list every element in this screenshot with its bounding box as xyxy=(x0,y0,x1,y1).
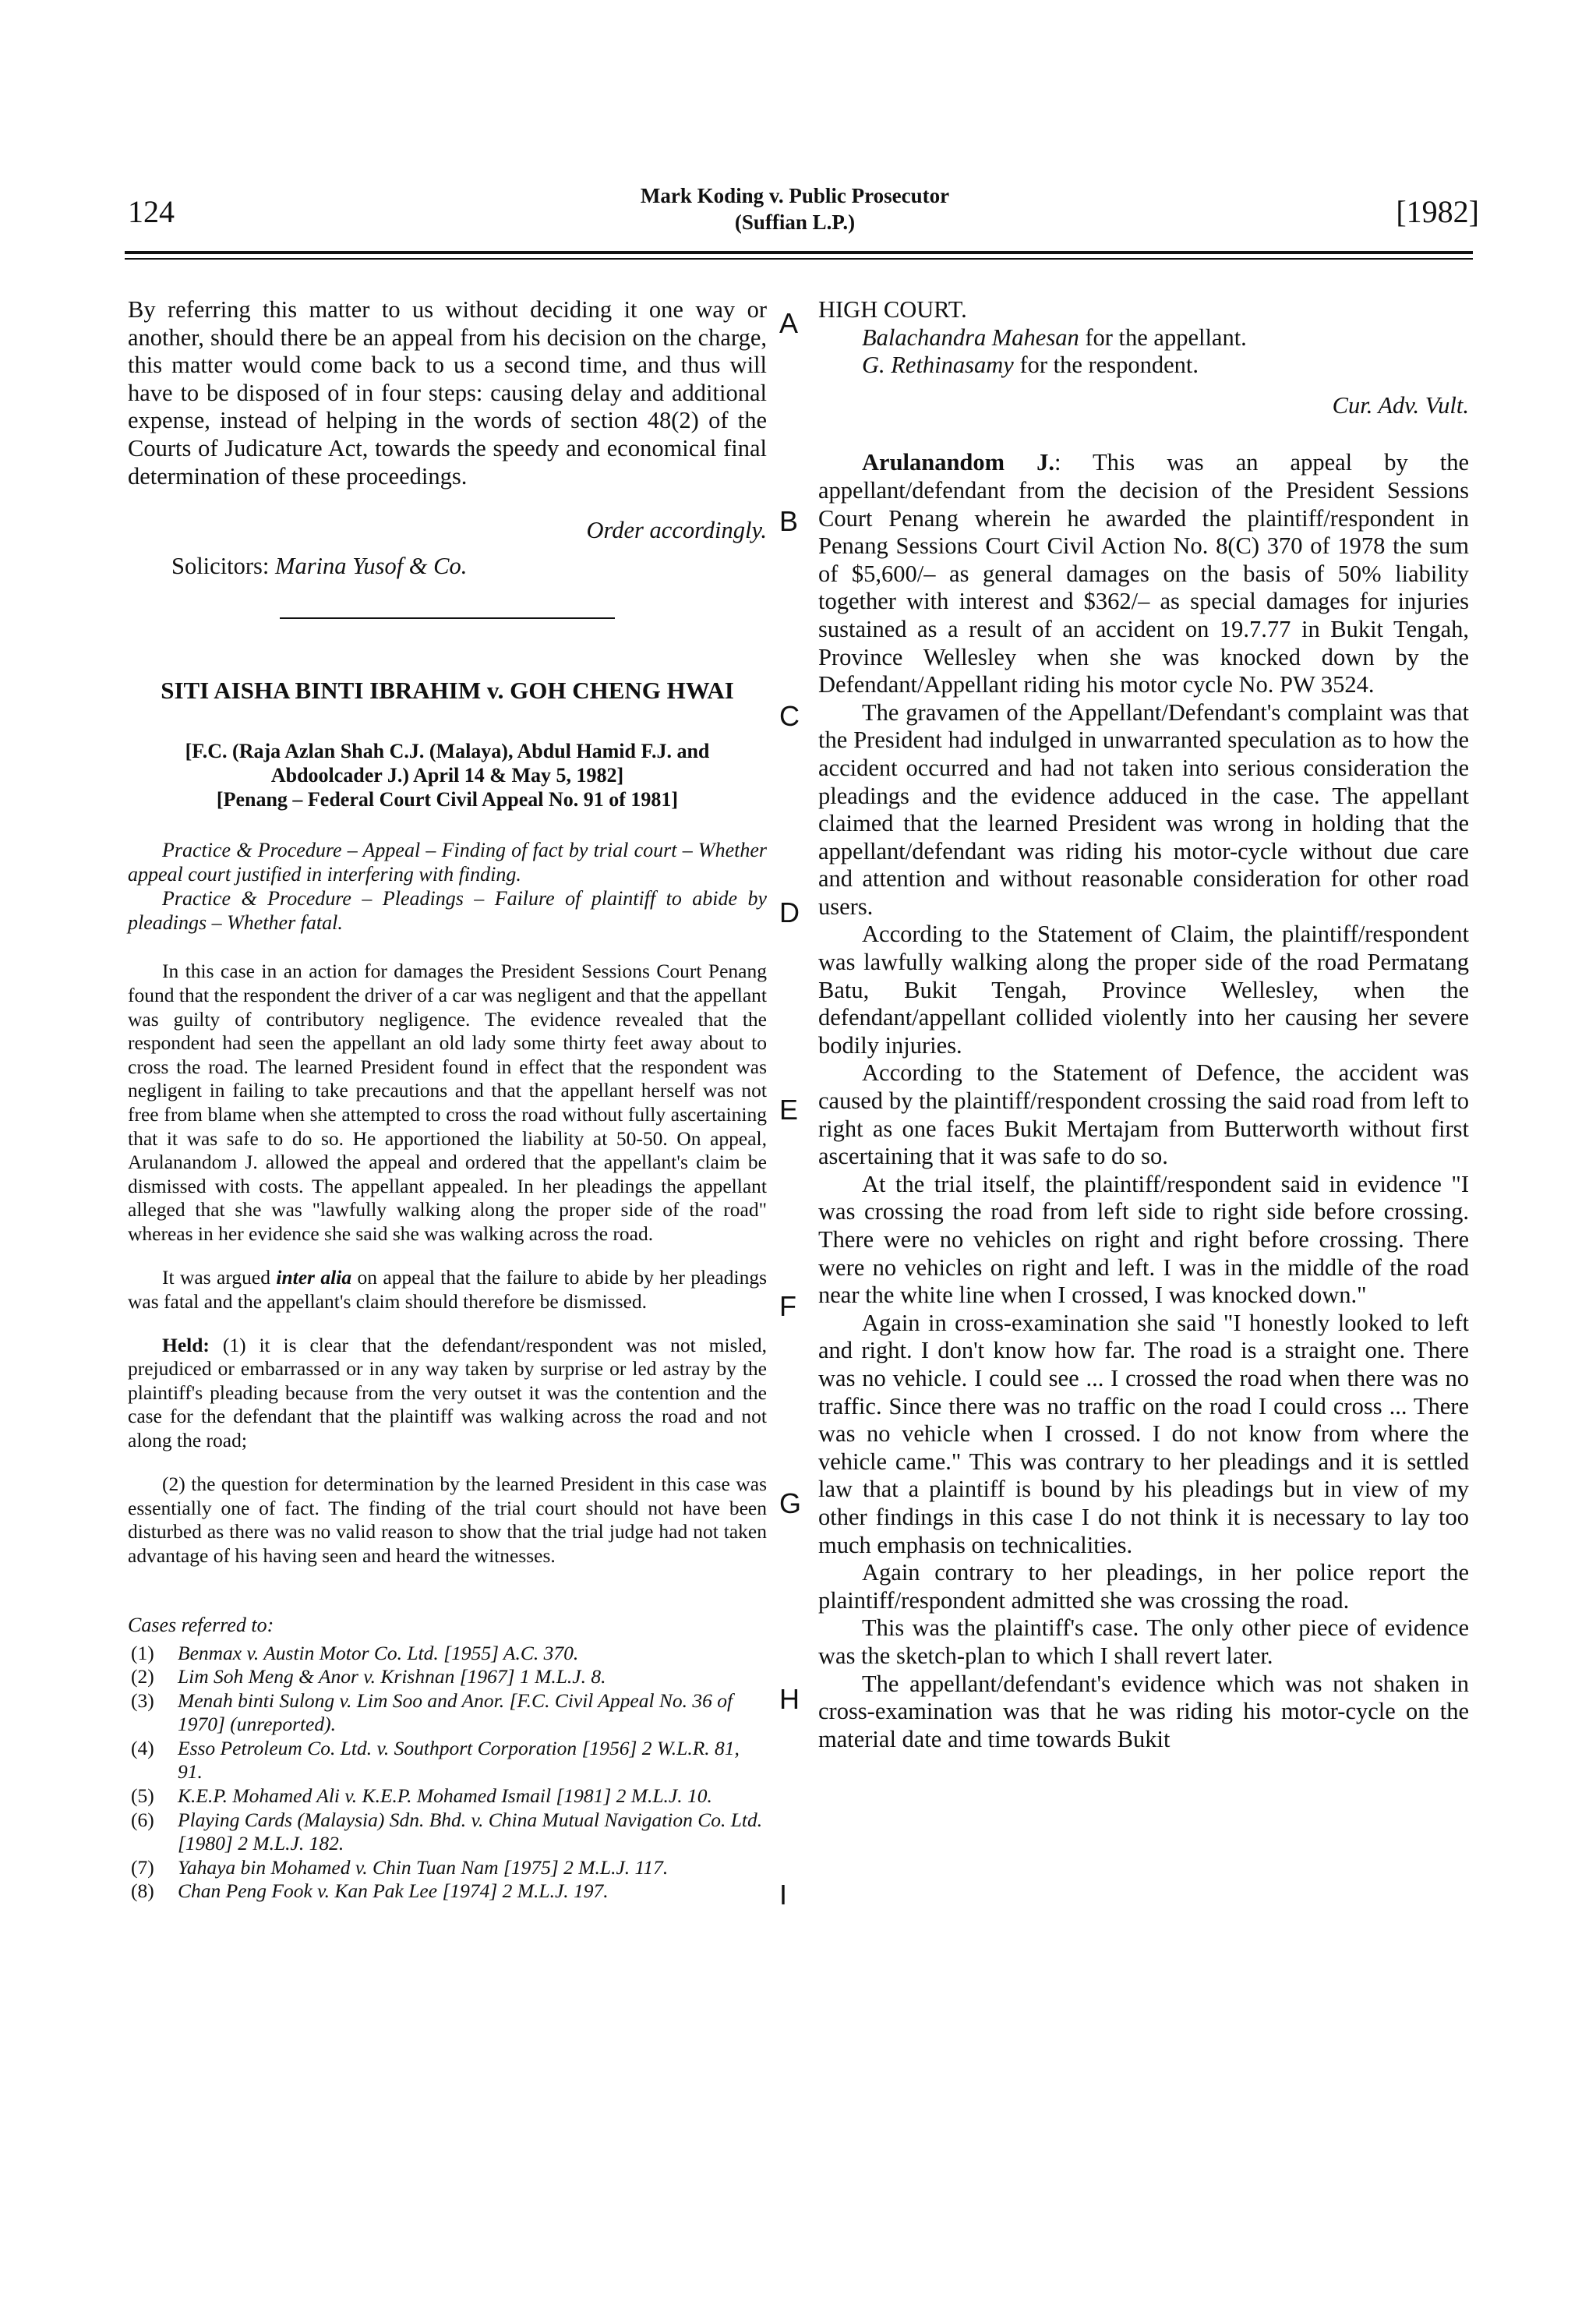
case-citation xyxy=(128,1689,767,1737)
counsel-respondent: G. Rethinasamy for the respondent. xyxy=(862,352,1199,379)
case-citation xyxy=(128,1665,767,1689)
judgment-para-9: The appellant/defendant's evidence which was not shaken in cross-examination was that he was riding his motor-cycle on the material date and time towards Bukit xyxy=(818,1670,1469,1752)
case-text: Benmax v. Austin Motor Co. Ltd. [1955] A.C. 370. xyxy=(178,1641,579,1664)
header-rule-thick xyxy=(125,251,1473,254)
solicitors-name: Marina Yusof & Co. xyxy=(275,552,468,579)
judgment-para-1: Arulanandom J.: This was an appeal by the appellant/defendant from the decision of the President Sessions Court Penang wherein he awarded the plaintiff/respondent in Penang Sessions Court Civil Action No. 8(C) 370 of 1978 the sum of $5,600/– as general damages on the basis of 50% liability together with interest and $362/– as special damages for injuries sustained as a result of an accident on 19.7.77 in Bukit Tengah, Province Wellesley when she was knocked down by the Defendant/Appellant riding his motor cycle No. PW 3524. xyxy=(818,449,1470,698)
case-text: Menah binti Sulong v. Lim Soo and Anor. [F.C. Civil Appeal No. 36 of 1970] (unreported). xyxy=(178,1688,733,1736)
margin-letter-a: A xyxy=(779,307,799,339)
running-title-judge: (Suffian L.P.) xyxy=(734,210,856,234)
margin-letter-b: B xyxy=(779,505,799,537)
case-number: (2) xyxy=(131,1665,154,1688)
margin-letter-c: C xyxy=(779,700,800,732)
cur-adv-vult: Cur. Adv. Vult. xyxy=(1332,391,1469,419)
held-2: (2) the question for determination by the learned President in this case was essentially one of fact. The finding of the trial court should not have been disturbed as there was no valid reason to show that the trial judge had not taken advantage of his having seen and heard the witnesses. xyxy=(128,1473,767,1567)
margin-letter-i: I xyxy=(779,1879,788,1911)
margin-letter-e: E xyxy=(779,1094,799,1126)
headnote-2: It was argued inter alia on appeal that the failure to abide by her pleadings was fatal and the appellant's claim should therefore be dismissed. xyxy=(128,1265,767,1313)
case-title: SITI AISHA BINTI IBRAHIM v. GOH CHENG HWAI xyxy=(161,677,734,705)
judgment-para-6: Again in cross-examination she said "I honestly looked to left and right. I don't know how far. The road is a straight one. There was no vehicle. I could see ... I crossed the road when there was no traffic. Since there was no traffic on the road I could cross ... There was no vehicle when I crossed. I do not know from where the vehicle came." This was contrary to her pleadings and it is settled law that a plaintiff is bound by his pleadings but in view of my other findings in this case I do not think it is necessary to lay too much emphasis on technicalities. xyxy=(818,1309,1469,1558)
coram-line-2: Abdoolcader J.) April 14 & May 5, 1982] xyxy=(270,764,624,787)
right-column xyxy=(818,296,1469,1753)
case-number: (5) xyxy=(131,1784,154,1808)
case-text: Yahaya bin Mohamed v. Chin Tuan Nam [1975] 2 M.L.J. 117. xyxy=(178,1855,669,1879)
judgment-para-5: At the trial itself, the plaintiff/respondent said in evidence "I was crossing the road from left side to right side before crossing. There were no vehicles on right and right before crossing. There were no vehicles on right and left. I was in the middle of the road near the white line when I crossed, I was knocked down." xyxy=(818,1170,1469,1309)
judgment-para-3: According to the Statement of Claim, the plaintiff/respondent was lawfully walking along the proper side of the road Permatang Batu, Bukit Tengah, Province Wellesley, when the defendant/appellant collided violently into her causing her severe bodily injuries. xyxy=(818,921,1469,1059)
case-citation xyxy=(128,1737,767,1784)
page-number: 124 xyxy=(128,194,175,229)
case-text: Lim Soh Meng & Anor v. Krishnan [1967] 1 M.L.J. 8. xyxy=(178,1665,606,1688)
case-number: (8) xyxy=(131,1879,154,1903)
counsel-appellant: Balachandra Mahesan for the appellant. xyxy=(862,324,1247,351)
margin-letter-f: F xyxy=(779,1290,796,1322)
case-number: (1) xyxy=(131,1641,154,1664)
judgment-para-7: Again contrary to her pleadings, in her police report the plaintiff/respondent admitted she was crossing the road. xyxy=(818,1559,1469,1614)
judge-name: Arulanandom J. xyxy=(862,449,1054,476)
held-1: Held: (1) it is clear that the defendant/respondent was not misled, prejudiced or embarrassed or in any way taken by surprise or led astray by the plaintiff's pleading because from the very outset it was the contention and the case for the defendant that the plaintiff was walking across the road and not along the road; xyxy=(128,1333,767,1452)
solicitors-line xyxy=(128,553,767,581)
case-citation xyxy=(128,1642,767,1666)
margin-letter-d: D xyxy=(779,896,800,928)
court-label: HIGH COURT. xyxy=(818,296,967,323)
margin-letters xyxy=(779,296,810,2323)
cases-list xyxy=(128,1642,767,1904)
section-divider xyxy=(280,617,615,619)
case-citation xyxy=(128,1784,767,1809)
margin-letter-g: G xyxy=(779,1487,802,1519)
coram-block xyxy=(128,739,767,811)
catchwords xyxy=(128,838,767,935)
case-citation xyxy=(128,1856,767,1880)
judgment-para-4: According to the Statement of Defence, the accident was caused by the plaintiff/respondent crossing the said road from left to right as one faces Bukit Mertajam from Butterworth without first ascertaining that it was safe to do so. xyxy=(818,1059,1469,1170)
case-text: Chan Peng Fook v. Kan Pak Lee [1974] 2 M.L.J. 197. xyxy=(178,1879,609,1903)
case-text: K.E.P. Mohamed Ali v. K.E.P. Mohamed Ismail [1981] 2 M.L.J. 10. xyxy=(178,1784,712,1808)
headnote-1: In this case in an action for damages the President Sessions Court Penang found that the respondent the driver of a car was negligent and that the appellant was guilty of contributory negligence. The evidence revealed that the respondent had seen the appellant an old lady some thirty feet away about to cross the road. The learned President found in effect that the respondent was negligent in failing to take precautions and that the appellant herself was not free from blame when she attempted to cross the road without fully ascertaining that it was safe to do so. He apportioned the liability at 50-50. On appeal, Arulanandom J. allowed the appeal and ordered that the appellant's claim be dismissed with costs. The appellant appealed. In her pleadings the appellant alleged that she was "lawfully walking along the proper side of the road" whereas in her evidence she said she was walking across the road. xyxy=(128,960,767,1245)
case-number: (7) xyxy=(131,1855,154,1879)
header-rule-thin xyxy=(125,258,1473,260)
judgment-para-8: This was the plaintiff's case. The only other piece of evidence was the sketch-plan to which I shall revert later. xyxy=(818,1614,1469,1669)
solicitors-label: Solicitors: xyxy=(171,552,276,579)
opening-paragraph: By referring this matter to us without deciding it one way or another, should there be an appeal from his decision on the charge, this matter would come back to us a second time, and thus will have to be disposed of in four steps: causing delay and additional expense, instead of helping in the words of section 48(2) of the Courts of Judicature Act, towards the speedy and economical final determination of these proceedings. xyxy=(128,296,767,490)
case-text: Playing Cards (Malaysia) Sdn. Bhd. v. China Mutual Navigation Co. Ltd. [1980] 2 M.L.J. 182. xyxy=(178,1808,763,1855)
case-citation xyxy=(128,1809,767,1856)
case-citation xyxy=(128,1879,767,1904)
catchword-2: Practice & Procedure – Pleadings – Failure of plaintiff to abide by pleadings – Whether fatal. xyxy=(128,887,767,935)
case-text: Esso Petroleum Co. Ltd. v. Southport Corporation [1956] 2 W.L.R. 81, 91. xyxy=(178,1736,740,1784)
coram-line-1: [F.C. (Raja Azlan Shah C.J. (Malaya), Abdul Hamid F.J. and xyxy=(185,740,710,763)
running-title xyxy=(592,182,998,235)
cases-heading: Cases referred to: xyxy=(128,1613,274,1636)
order-line: Order accordingly. xyxy=(586,517,767,544)
case-number: (3) xyxy=(131,1688,154,1712)
margin-letter-h: H xyxy=(779,1683,800,1715)
running-title-case: Mark Koding v. Public Prosecutor xyxy=(640,184,950,207)
report-year: [1982] xyxy=(1396,194,1479,229)
left-column xyxy=(128,296,767,1904)
catchword-1: Practice & Procedure – Appeal – Finding of fact by trial court – Whether appeal court justified in interfering with finding. xyxy=(128,839,767,886)
judgment-para-2: The gravamen of the Appellant/Defendant's complaint was that the President had indulged in unwarranted speculation as to how the accident occurred and had not taken into serious consideration the pleadings and the evidence adduced in the case. The appellant claimed that the learned President was wrong in holding that the appellant/defendant was riding his motor-cycle without due care and attention and without reasonable consideration for other road users. xyxy=(818,698,1469,920)
case-number: (6) xyxy=(131,1808,154,1831)
coram-line-3: [Penang – Federal Court Civil Appeal No. 91 of 1981] xyxy=(216,788,679,811)
case-number: (4) xyxy=(131,1736,154,1759)
